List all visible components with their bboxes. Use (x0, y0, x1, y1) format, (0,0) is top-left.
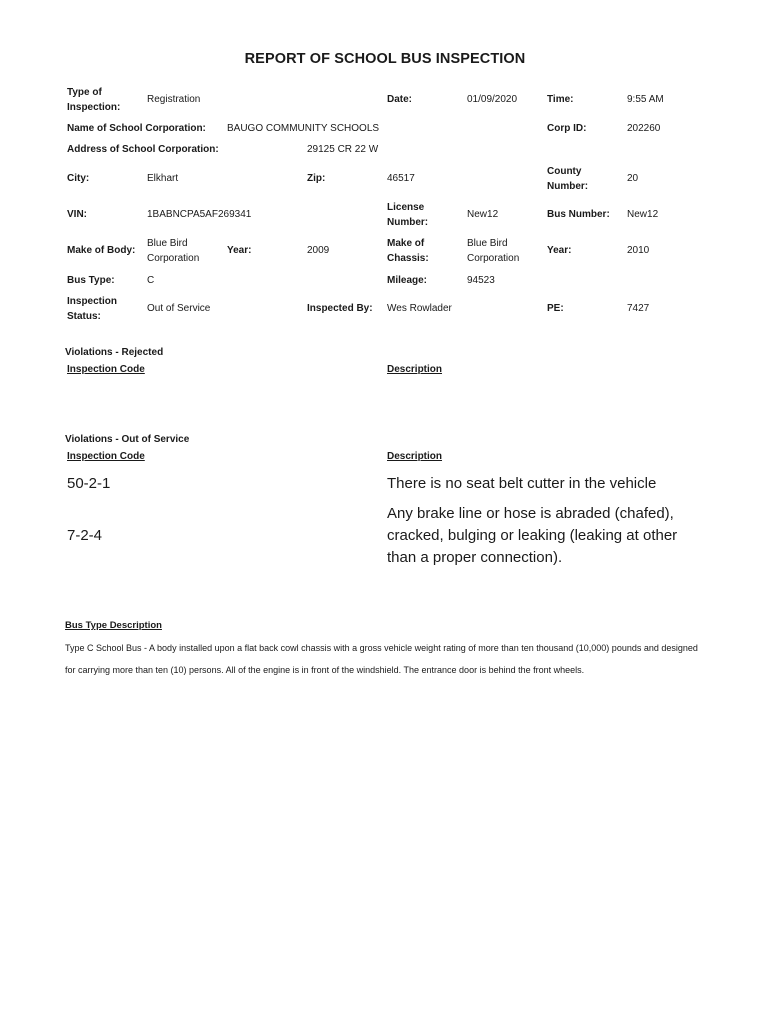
make-chassis-value: Blue Bird Corporation (467, 238, 520, 264)
oos-description-header: Description (387, 451, 443, 462)
date-value: 01/09/2020 (467, 94, 518, 105)
type-of-inspection-value: Registration (147, 94, 201, 105)
school-corp-label: Name of School Corporation: (67, 123, 206, 134)
city-label: City: (67, 173, 90, 184)
oos-code-header: Inspection Code (67, 451, 145, 462)
bus-type-value: C (147, 275, 155, 286)
time-value: 9:55 AM (627, 94, 664, 105)
report-title: REPORT OF SCHOOL BUS INSPECTION (244, 51, 526, 67)
type-of-inspection-label: Type of Inspection: (67, 87, 121, 113)
vin-value: 1BABNCPA5AF269341 (147, 209, 252, 220)
corp-id-label: Corp ID: (547, 123, 587, 134)
inspected-by-value: Wes Rowlader (387, 303, 452, 314)
body-year-value: 2009 (307, 245, 330, 256)
city-value: Elkhart (147, 173, 179, 184)
bus-type-description-text: Type C School Bus - A body installed upon a flat back cowl chassis with a gross vehicle weight rating of more than ten thousand (10,000) pounds and designed for carrying more than ten (10) persons. All of the engine is in front of the windshield. The entrance door is behind the front wheels. (65, 643, 698, 675)
make-body-value: Blue Bird Corporation (147, 238, 200, 264)
license-label: License Number: (387, 202, 429, 228)
violations-rejected-heading: Violations - Rejected (65, 347, 164, 358)
address-label: Address of School Corporation: (67, 144, 219, 155)
violations-oos-heading: Violations - Out of Service (65, 434, 190, 445)
bus-type-description-heading: Bus Type Description (65, 620, 162, 631)
zip-label: Zip: (307, 173, 326, 184)
county-value: 20 (627, 173, 639, 184)
mileage-label: Mileage: (387, 275, 428, 286)
chassis-year-value: 2010 (627, 245, 650, 256)
school-corp-value: BAUGO COMMUNITY SCHOOLS (227, 123, 380, 134)
status-value: Out of Service (147, 303, 211, 314)
make-body-label: Make of Body: (67, 245, 136, 256)
oos-row-2-code: 7-2-4 (67, 527, 103, 544)
chassis-year-label: Year: (547, 245, 572, 256)
oos-row-2-description: Any brake line or hose is abraded (chafed), cracked, bulging or leaking (leaking at other than a proper connection). (387, 505, 678, 566)
oos-row-1-description: There is no seat belt cutter in the vehicle (387, 475, 657, 492)
mileage-value: 94523 (467, 275, 495, 286)
bus-number-label: Bus Number: (547, 209, 610, 220)
rejected-code-header: Inspection Code (67, 364, 145, 375)
corp-id-value: 202260 (627, 123, 661, 134)
bus-number-value: New12 (627, 209, 659, 220)
pe-value: 7427 (627, 303, 650, 314)
make-chassis-label: Make of Chassis: (387, 238, 429, 264)
license-value: New12 (467, 209, 499, 220)
body-year-label: Year: (227, 245, 252, 256)
pe-label: PE: (547, 303, 564, 314)
status-label: Inspection Status: (67, 296, 118, 322)
time-label: Time: (547, 94, 574, 105)
vin-label: VIN: (67, 209, 87, 220)
address-value: 29125 CR 22 W (307, 144, 379, 155)
bus-type-label: Bus Type: (67, 275, 115, 286)
rejected-description-header: Description (387, 364, 443, 375)
inspected-by-label: Inspected By: (307, 303, 373, 314)
oos-row-1-code: 50-2-1 (67, 475, 111, 492)
zip-value: 46517 (387, 173, 415, 184)
date-label: Date: (387, 94, 413, 105)
county-label: County Number: (547, 166, 589, 192)
